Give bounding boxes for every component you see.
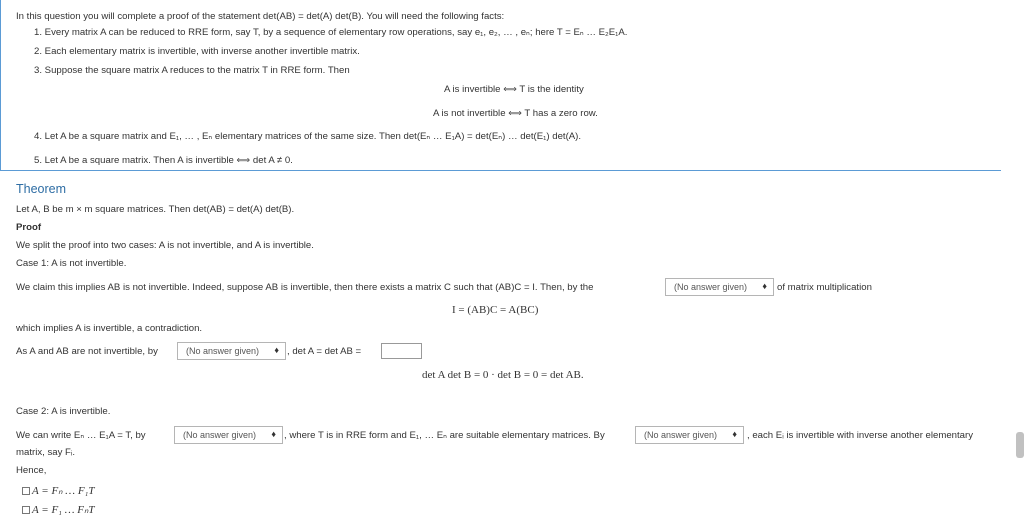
det-text: , det A = det AB = <box>287 346 362 357</box>
implies-text: which implies A is invertible, a contradiction. <box>16 323 203 334</box>
fact-dropdown-3[interactable] <box>635 426 744 444</box>
chevron-updown-icon: ♦ <box>732 429 737 439</box>
case-2-heading: Case 2: A is invertible. <box>16 406 111 417</box>
fact-5: 5. Let A be a square matrix. Then A is invertible ⟺ det A ≠ 0. <box>34 155 293 166</box>
property-dropdown[interactable] <box>665 278 774 296</box>
where-text: , where T is in RRE form and E₁, … Eₙ are suitable elementary matrices. By <box>284 430 605 441</box>
option-2-label: A = F₁ … FₙT <box>32 504 95 516</box>
each-text: , each Eᵢ is invertible with inverse another elementary <box>747 430 974 441</box>
fact-4: 4. Let A be a square matrix and E₁, … , Eₙ elementary matrices of the same size. Then det(Eₙ … E₁A) = det(Eₙ) … det(E₁) det(A). <box>34 131 582 142</box>
fact-1: 1. Every matrix A can be reduced to RRE form, say T, by a sequence of elementary row operations, say e₁, e₂, … , eₙ; here T = Eₙ … E₂E₁A. <box>34 27 628 38</box>
hence-text: Hence, <box>16 465 47 476</box>
option-1-label: A = Fₙ … F₁T <box>32 485 95 497</box>
intro-text: In this question you will complete a proof of the statement det(AB) = det(A) det(B). You will need the following facts: <box>16 11 505 22</box>
claim-text: We claim this implies AB is not invertible. Indeed, suppose AB is invertible, then there exists a matrix C such that (AB)C = I. Then, by the <box>16 282 594 293</box>
fact-3: 3. Suppose the square matrix A reduces to the matrix T in RRE form. Then <box>34 65 350 76</box>
proof-heading: Proof <box>16 222 42 233</box>
dropdown-value: (No answer given) <box>186 346 260 356</box>
equation-2: det A det B = 0 · det B = 0 = det AB. <box>422 369 584 381</box>
theorem-statement: Let A, B be m × m square matrices. Then det(AB) = det(A) det(B). <box>16 204 295 215</box>
claim-end: of matrix multiplication <box>777 282 872 293</box>
theorem-heading: Theorem <box>16 182 67 196</box>
matrix-say-text: matrix, say Fᵢ. <box>16 447 76 458</box>
as-text: As A and AB are not invertible, by <box>16 346 158 357</box>
dropdown-value: (No answer given) <box>674 282 748 292</box>
dropdown-value: (No answer given) <box>183 430 257 440</box>
fact-dropdown-1[interactable] <box>177 342 286 360</box>
write-text: We can write Eₙ … E₁A = T, by <box>16 430 146 441</box>
fact-3-line-1: A is invertible ⟺ T is the identity <box>444 84 584 95</box>
checkbox-icon[interactable] <box>22 506 30 514</box>
option-2[interactable] <box>22 503 95 516</box>
chevron-updown-icon: ♦ <box>274 345 279 355</box>
fact-dropdown-2[interactable] <box>174 426 283 444</box>
equation-1: I = (AB)C = A(BC) <box>452 304 539 316</box>
option-1[interactable] <box>22 484 95 497</box>
chevron-updown-icon: ♦ <box>271 429 276 439</box>
fact-2: 2. Each elementary matrix is invertible, with inverse another invertible matrix. <box>34 46 360 57</box>
fact-3-line-2: A is not invertible ⟺ T has a zero row. <box>433 108 598 119</box>
det-ab-answer-input[interactable] <box>381 343 422 359</box>
dropdown-value: (No answer given) <box>644 430 718 440</box>
checkbox-icon[interactable] <box>22 487 30 495</box>
proof-split: We split the proof into two cases: A is not invertible, and A is invertible. <box>16 240 314 251</box>
chevron-updown-icon: ♦ <box>762 281 767 291</box>
case-1-heading: Case 1: A is not invertible. <box>16 258 127 269</box>
scrollbar-thumb[interactable] <box>1016 432 1024 458</box>
